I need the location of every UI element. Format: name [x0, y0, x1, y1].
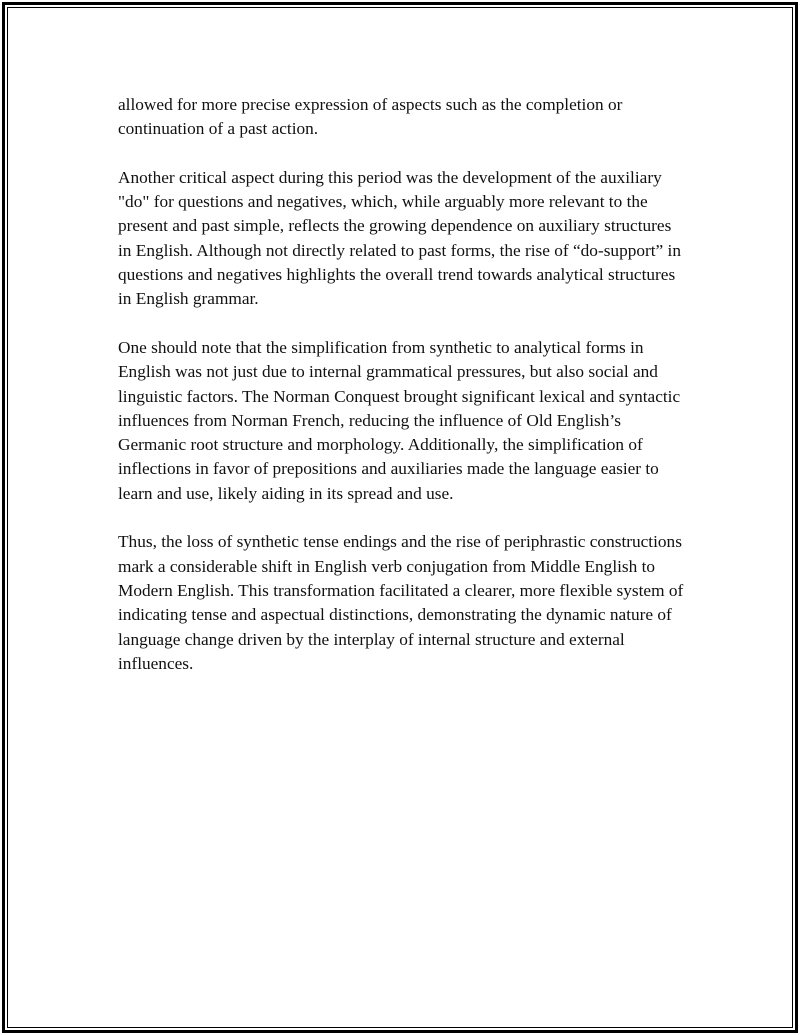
body-text: [118, 93, 688, 676]
paragraph-3: One should note that the simplification from synthetic to analytical forms in English was not just due to internal grammatical pressures, but also social and linguistic factors. The Norman Conquest brought significant lexical and syntactic influences from Norman French, reducing the influence of Old English’s Germanic root structure and morphology. Additionally, the simplification of inflections in favor of prepositions and auxiliaries made the language easier to learn and use, likely aiding in its spread and use.: [118, 337, 681, 503]
paragraph-4: Thus, the loss of synthetic tense endings and the rise of periphrastic constructions mark a considerable shift in English verb conjugation from Middle English to Modern English. This transformation facilitated a clearer, more flexible system of indicating tense and aspectual distinctions, demonstrating the dynamic nature of language change driven by the interplay of internal structure and external influences.: [118, 532, 684, 673]
paragraph-1: allowed for more precise expression of aspects such as the completion or continuation of a past action.: [118, 95, 623, 139]
paragraph-2: Another critical aspect during this period was the development of the auxiliary "do" for questions and negatives, which, while arguably more relevant to the present and past simple, reflects the growing dependence on auxiliary structures in English. Although not directly related to past forms, the rise of “do-support” in questions and negatives highlights the overall trend towards analytical structures in English grammar.: [118, 167, 681, 309]
